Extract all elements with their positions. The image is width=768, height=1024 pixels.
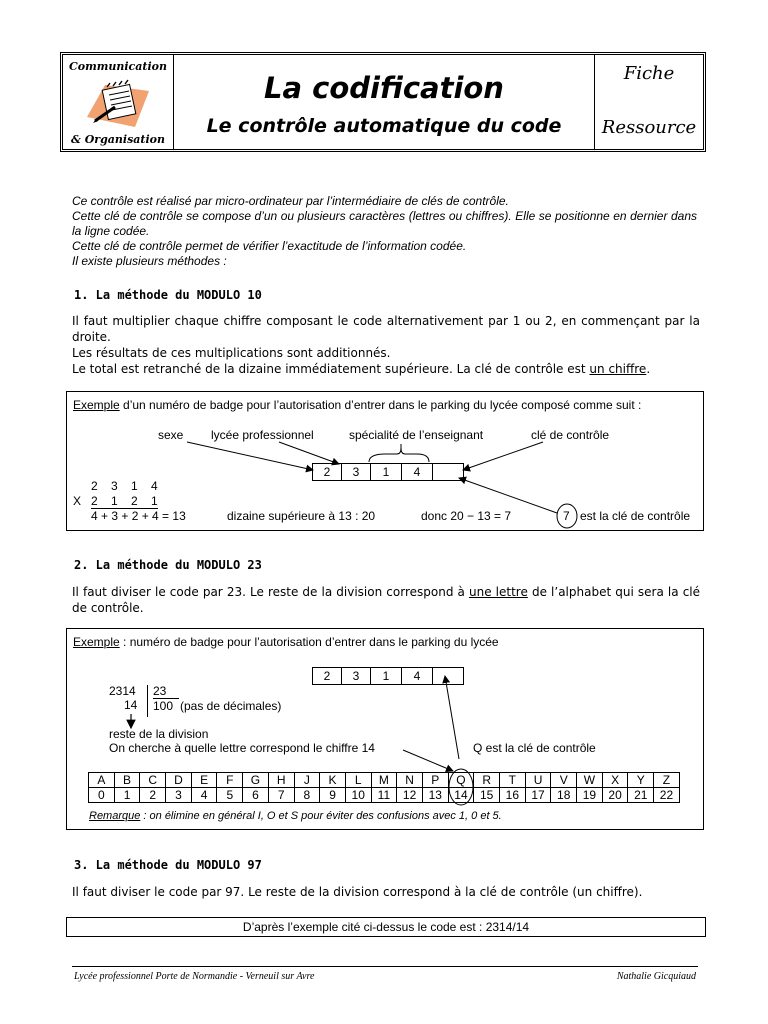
logo-top-text: Communication — [69, 60, 167, 73]
multiplicand-row: 2 3 1 4 — [91, 479, 158, 493]
code-digit: 1 — [370, 463, 402, 481]
number-cell: 0 — [89, 788, 115, 803]
intro-line: Ce contrôle est réalisé par micro-ordinateur par l’intermédiaire de clés de contrôle. — [72, 194, 509, 208]
letter-cell: U — [525, 773, 551, 788]
code-digit: 3 — [341, 463, 371, 481]
search-letter-text: On cherche à quelle lettre correspond le chiffre 14 — [109, 741, 375, 755]
remark-text: : on élimine en général I, O et S pour éviter des confusions avec 1, 0 et 5. — [140, 810, 502, 822]
number-cell: 11 — [371, 788, 397, 803]
letter-cell: H — [268, 773, 294, 788]
label-specialite: spécialité de l’enseignant — [349, 428, 484, 442]
letter-cell: J — [294, 773, 320, 788]
number-cell: 4 — [191, 788, 217, 803]
text-run: Il faut diviser le code par 23. Le reste de la division correspond à — [72, 585, 469, 599]
section-1-heading: 1. La méthode du MODULO 10 — [74, 288, 262, 302]
number-cell: 14 — [448, 788, 474, 803]
doc-type-bottom: Ressource — [601, 117, 697, 138]
number-cell: 16 — [500, 788, 526, 803]
no-decimals-note: (pas de décimales) — [180, 699, 282, 713]
footer-rule — [72, 966, 698, 967]
label-sexe: sexe — [158, 428, 184, 442]
letter-cell: B — [114, 773, 140, 788]
letter-cell: K — [320, 773, 346, 788]
text-run: Le total est retranché de la dizaine immédiatement supérieure. La clé de contrôle est — [72, 362, 590, 376]
number-cell: 7 — [268, 788, 294, 803]
paragraph: Il faut diviser le code par 97. Le reste de la division correspond à la clé de contrôle (un chiffre). — [72, 885, 643, 899]
paragraph — [72, 361, 700, 377]
number-cell: 1 — [114, 788, 140, 803]
number-cell: 22 — [654, 788, 680, 803]
footer-right: Nathalie Gicquiaud — [616, 971, 696, 982]
example-1-box — [66, 391, 704, 531]
letter-cell: P — [422, 773, 448, 788]
letter-cell: Y — [628, 773, 654, 788]
quotient: 100 — [153, 699, 174, 713]
intro-text — [72, 194, 697, 269]
page-title: La codification — [264, 71, 504, 105]
code-digit: 2 — [312, 463, 342, 481]
number-cell: 19 — [577, 788, 603, 803]
numbers-row — [89, 788, 680, 803]
remark — [89, 810, 502, 822]
page-subtitle: Le contrôle automatique du code — [206, 115, 562, 137]
multiply-sign: X — [73, 494, 82, 508]
intro-line: Cette clé de contrôle permet de vérifier l’exactitude de l’information codée. — [72, 239, 467, 253]
label-cle: clé de contrôle — [531, 428, 610, 442]
label-lycee: lycée professionnel — [211, 428, 314, 442]
number-cell: 13 — [422, 788, 448, 803]
number-cell: 12 — [397, 788, 423, 803]
sum-row: 4 + 3 + 2 + 4 = 13 — [91, 509, 186, 523]
subtraction-text: donc 20 − 13 = 7 — [421, 509, 512, 523]
number-cell: 9 — [320, 788, 346, 803]
letter-cell: A — [89, 773, 115, 788]
intro-line: Il existe plusieurs méthodes : — [72, 254, 227, 268]
code-digit: 2 — [312, 667, 342, 685]
letter-cell: D — [166, 773, 192, 788]
number-cell: 20 — [602, 788, 628, 803]
letter-cell: T — [500, 773, 526, 788]
check-digit-text: est la clé de contrôle — [580, 509, 691, 523]
paragraph: Les résultats de ces multiplications sont additionnés. — [72, 346, 391, 360]
letter-cell: C — [140, 773, 166, 788]
dividend: 2314 — [109, 684, 136, 698]
letter-cell: N — [397, 773, 423, 788]
remark-label: Remarque — [89, 810, 141, 822]
multiplier-row: 2 1 2 1 — [91, 494, 158, 508]
text-run: de l’alphabet qui sera la clé de contrôle. — [72, 585, 701, 615]
underlined-text: un chiffre — [589, 362, 647, 376]
number-cell: 5 — [217, 788, 243, 803]
doc-type-top: Fiche — [623, 63, 675, 84]
example-label: Exemple — [73, 635, 120, 649]
remainder: 14 — [124, 698, 138, 712]
section-3-text — [72, 884, 700, 900]
divisor: 23 — [153, 684, 179, 699]
number-cell: 10 — [345, 788, 371, 803]
letter-cell: R — [474, 773, 500, 788]
code-digit: 4 — [401, 667, 433, 685]
check-digit: 7 — [563, 509, 570, 523]
example-label: Exemple — [73, 398, 120, 412]
number-cell: 17 — [525, 788, 551, 803]
letter-cell: L — [345, 773, 371, 788]
code-digit: 1 — [370, 667, 402, 685]
letters-row — [89, 773, 680, 788]
number-cell: 8 — [294, 788, 320, 803]
logo-bottom-text: & Organisation — [70, 133, 166, 146]
example-2-box — [66, 628, 704, 830]
result-box: D’après l’exemple cité ci-dessus le code est : 2314/14 — [66, 917, 706, 937]
letter-cell: E — [191, 773, 217, 788]
paragraph: Il faut multiplier chaque chiffre composant le code alternativement par 1 ou 2, en commençant par la droite. — [72, 314, 700, 344]
remainder-label: reste de la division — [109, 727, 209, 741]
letter-cell: Z — [654, 773, 680, 788]
number-cell: 2 — [140, 788, 166, 803]
letter-cell: G — [243, 773, 269, 788]
paragraph — [72, 584, 700, 616]
underlined-text: une lettre — [469, 585, 528, 599]
footer-left: Lycée professionnel Porte de Normandie - Verneuil sur Avre — [74, 971, 315, 982]
number-cell: 3 — [166, 788, 192, 803]
letter-cell: X — [602, 773, 628, 788]
doc-type-block — [594, 55, 703, 149]
number-cell: 18 — [551, 788, 577, 803]
letter-cell: V — [551, 773, 577, 788]
number-cell: 15 — [474, 788, 500, 803]
intro-line: Cette clé de contrôle se compose d’un ou plusieurs caractères (lettres ou chiffres). Elle se positionne en dernier dans la ligne codée. — [72, 209, 697, 238]
section-2-text — [72, 584, 700, 616]
logo-block — [63, 55, 174, 149]
code-digit: 4 — [401, 463, 433, 481]
code-digit: 3 — [341, 667, 371, 685]
letter-cell: F — [217, 773, 243, 788]
key-result-text: Q est la clé de contrôle — [473, 741, 596, 755]
number-cell: 21 — [628, 788, 654, 803]
letter-cell: M — [371, 773, 397, 788]
example-text: : numéro de badge pour l’autorisation d’entrer dans le parking du lycée — [119, 635, 499, 649]
section-3-heading: 3. La méthode du MODULO 97 — [74, 858, 262, 872]
letter-cell: W — [577, 773, 603, 788]
section-1-text — [72, 313, 700, 377]
alphabet-table — [88, 772, 680, 803]
section-2-heading: 2. La méthode du MODULO 23 — [74, 558, 262, 572]
example-text: d’un numéro de badge pour l’autorisation d’entrer dans le parking du lycée composé comme suit : — [119, 398, 642, 412]
header-frame — [60, 52, 706, 152]
letter-cell: Q — [448, 773, 474, 788]
number-cell: 6 — [243, 788, 269, 803]
text-run: . — [646, 362, 651, 376]
next-ten-text: dizaine supérieure à 13 : 20 — [227, 509, 376, 523]
notepad-pen-icon — [85, 77, 151, 129]
